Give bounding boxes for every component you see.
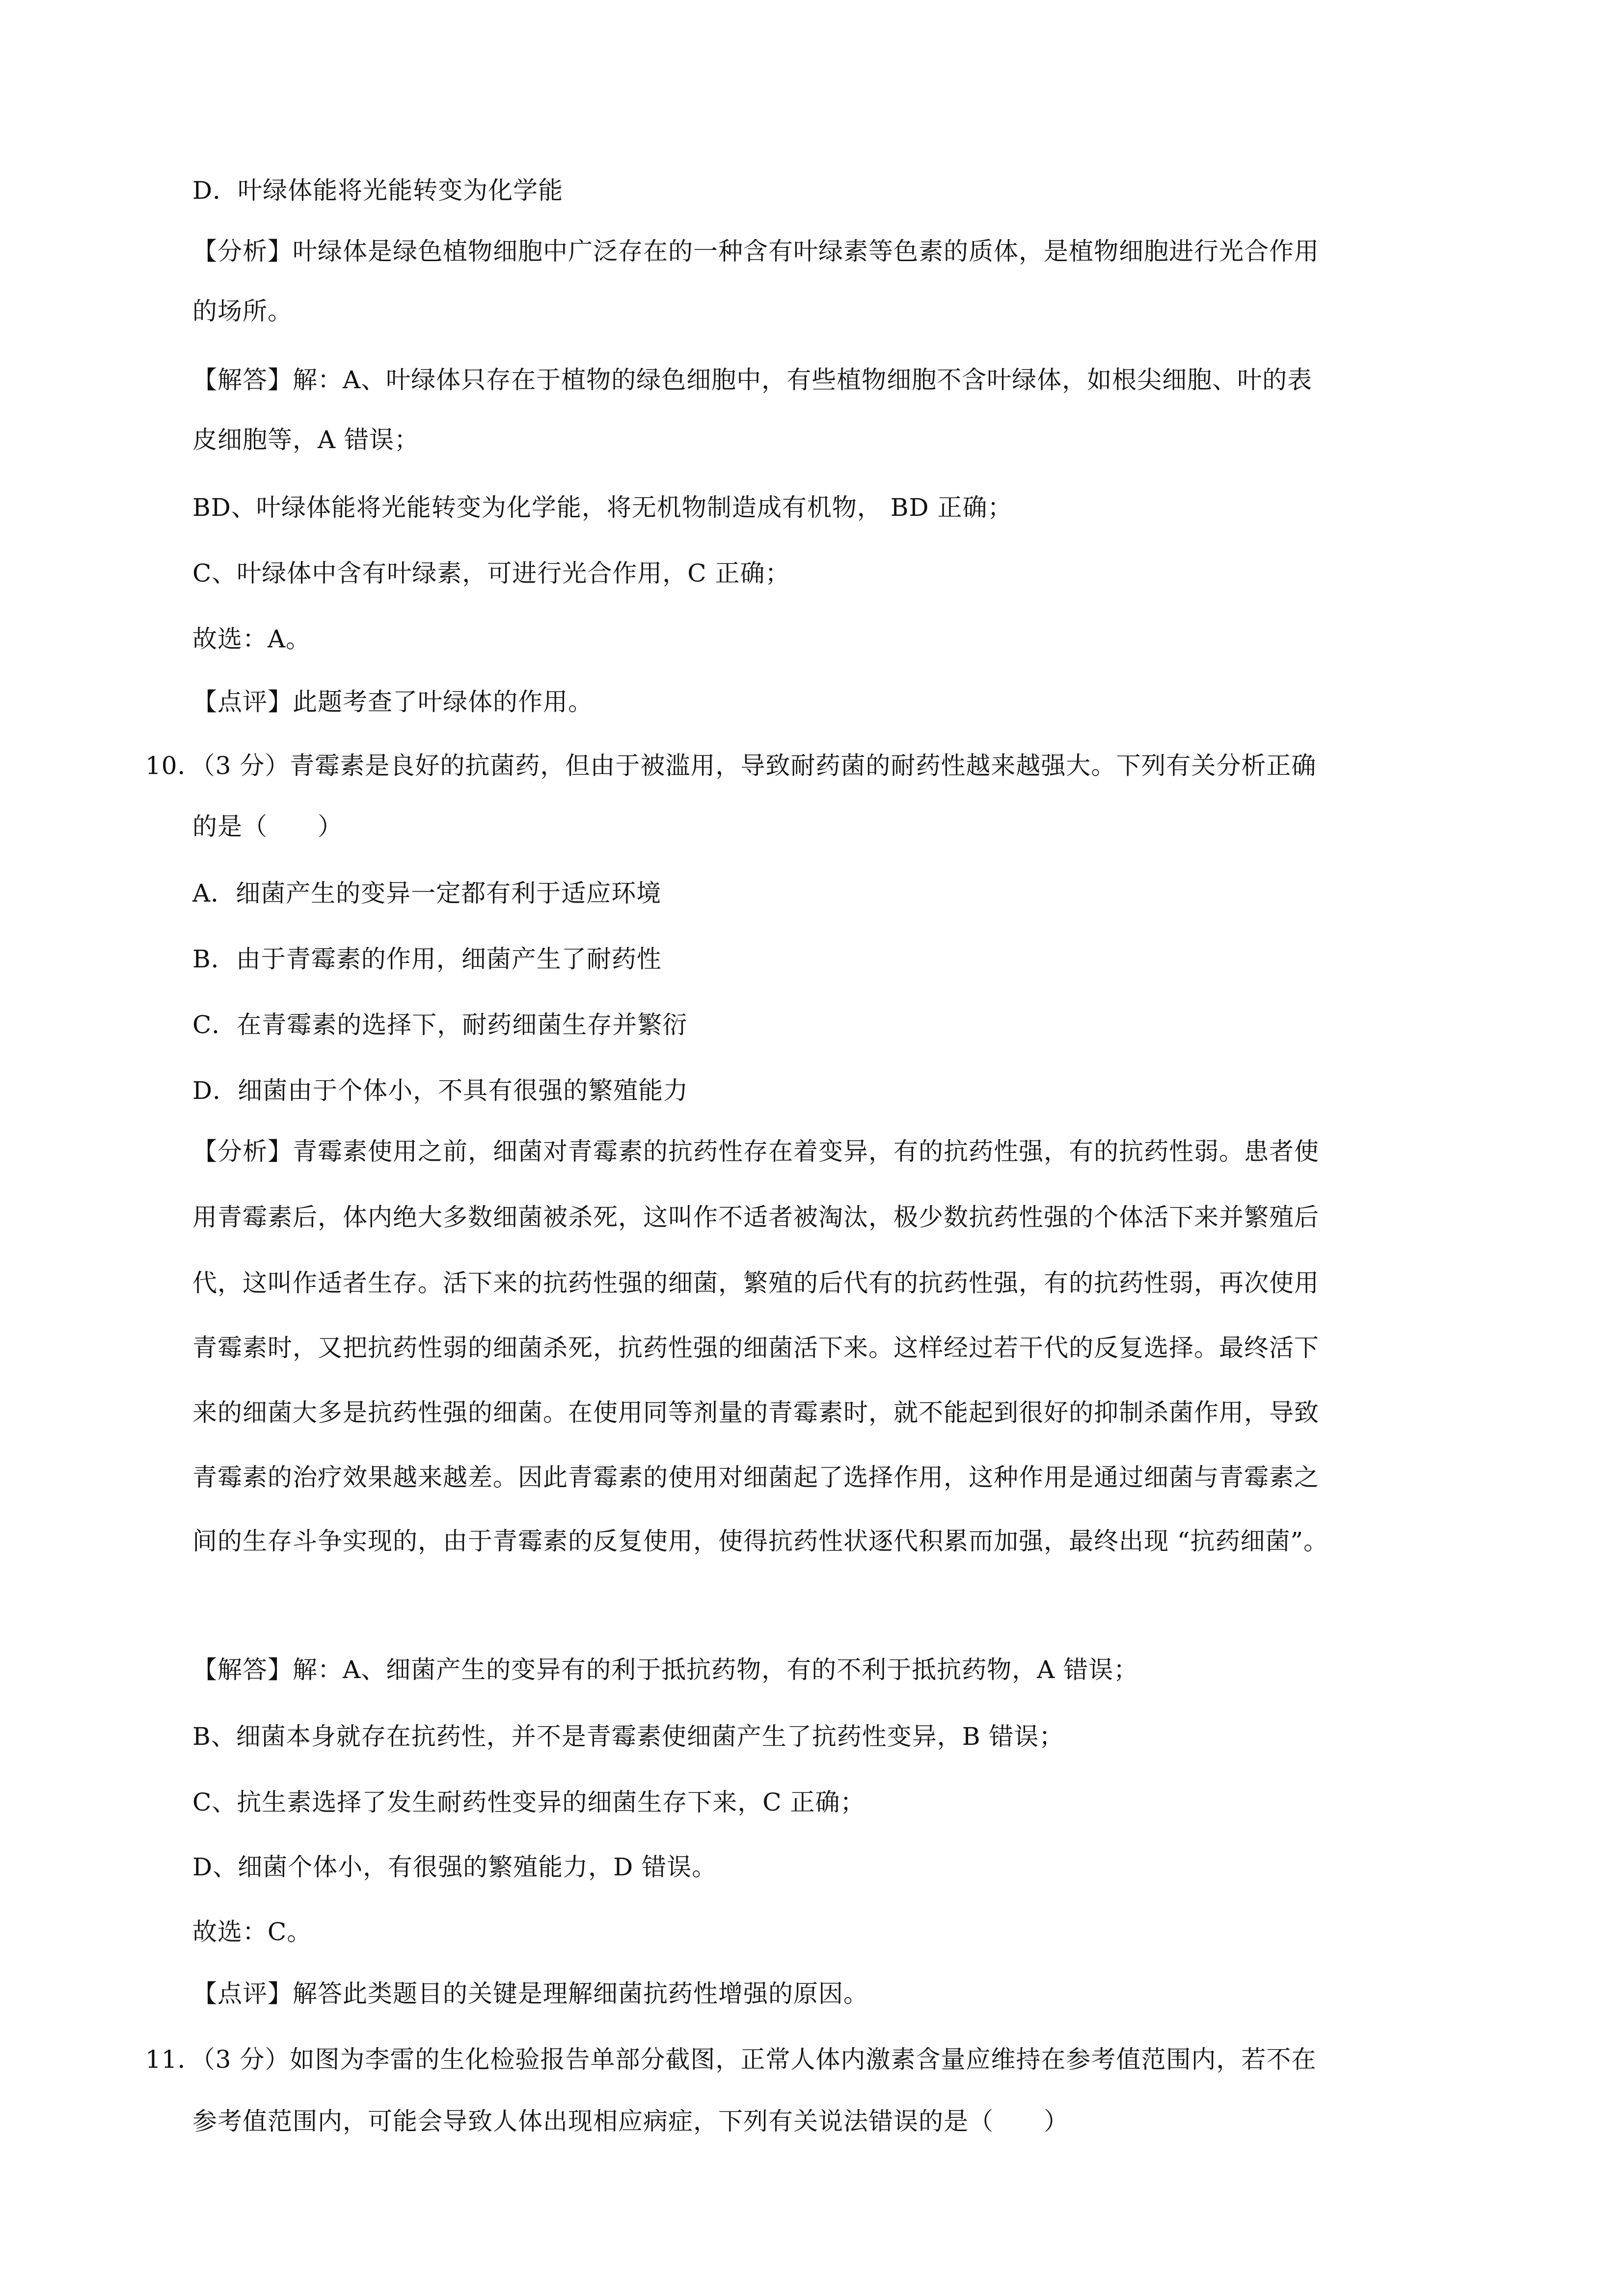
q10-analysis-line-6: 青霉素的治疗效果越来越差。因此青霉素的使用对细菌起了选择作用，这种作用是通过细菌与青霉素之 [192, 1463, 1319, 1492]
q10-analysis-line-7: 间的生存斗争实现的，由于青霉素的反复使用，使得抗药性状逐代积累而加强，最终出现 “抗药细菌”。 [192, 1527, 1329, 1555]
q10-question-line-2: 的是（ ） [192, 812, 343, 841]
q9-option-d: D．叶绿体能将光能转变为化学能 [192, 176, 564, 205]
q10-option-c: C．在青霉素的选择下，耐药细菌生存并繁衍 [192, 1011, 688, 1039]
q9-analysis-line-1: 【分析】叶绿体是绿色植物细胞中广泛存在的一种含有叶绿素等色素的质体，是植物细胞进行光合作用 [192, 237, 1319, 266]
q10-answer-line-5: 故选：C。 [192, 1918, 312, 1946]
q9-answer-line-3: BD、叶绿体能将光能转变为化学能，将无机物制造成有机物， BD 正确； [192, 493, 1013, 522]
q10-analysis-line-5: 来的细菌大多是抗药性强的细菌。在使用同等剂量的青霉素时，就不能起到很好的抑制杀菌作用，导致 [192, 1398, 1319, 1427]
q10-option-d: D．细菌由于个体小，不具有很强的繁殖能力 [192, 1076, 689, 1105]
q10-analysis-line-1: 【分析】青霉素使用之前，细菌对青霉素的抗药性存在着变异，有的抗药性强，有的抗药性弱。患者使 [192, 1137, 1319, 1166]
q10-answer-line-2: B、细菌本身就存在抗药性，并不是青霉素使细菌产生了抗药性变异，B 错误； [192, 1722, 1064, 1751]
q10-analysis-line-4: 青霉素时，又把抗药性弱的细菌杀死，抗药性强的细菌活下来。这样经过若干代的反复选择。最终活下 [192, 1334, 1319, 1362]
q10-answer-line-1: 【解答】解：A、细菌产生的变异有的利于抵抗药物，有的不利于抵抗药物，A 错误； [192, 1655, 1139, 1684]
q10-answer-line-3: C、抗生素选择了发生耐药性变异的细菌生存下来，C 正确； [192, 1788, 866, 1816]
q11-question-line-2: 参考值范围内，可能会导致人体出现相应病症，下列有关说法错误的是（ ） [192, 2107, 1069, 2136]
q10-answer-line-4: D、细菌个体小，有很强的繁殖能力，D 错误。 [192, 1853, 717, 1881]
q10-option-a: A．细菌产生的变异一定都有利于适应环境 [192, 879, 662, 908]
q9-answer-line-1: 【解答】解：A、叶绿体只存在于植物的绿色细胞中，有些植物细胞不含叶绿体，如根尖细胞、叶的表 [192, 366, 1313, 394]
q10-question-line-1: 10．（3 分）青霉素是良好的抗菌药，但由于被滥用，导致耐药菌的耐药性越来越强大。下列有关分析正确 [145, 751, 1317, 780]
q9-analysis-line-2: 的场所。 [192, 297, 293, 325]
q9-answer-line-2: 皮细胞等，A 错误； [192, 426, 420, 454]
q9-answer-line-5: 故选：A。 [192, 625, 311, 653]
q9-comment: 【点评】此题考查了叶绿体的作用。 [192, 688, 593, 716]
q10-analysis-line-3: 代，这叫作适者生存。活下来的抗药性强的细菌，繁殖的后代有的抗药性强，有的抗药性弱，再次使用 [192, 1269, 1319, 1297]
q9-answer-line-4: C、叶绿体中含有叶绿素，可进行光合作用，C 正确； [192, 559, 790, 587]
q11-question-line-1: 11．（3 分）如图为李雷的生化检验报告单部分截图，正常人体内激素含量应维持在参考值范围内，若不在 [145, 2045, 1317, 2074]
q10-comment: 【点评】解答此类题目的关键是理解细菌抗药性增强的原因。 [192, 1979, 868, 2008]
q10-option-b: B．由于青霉素的作用，细菌产生了耐药性 [192, 945, 662, 973]
q10-analysis-line-2: 用青霉素后，体内绝大多数细菌被杀死，这叫作不适者被淘汰，极少数抗药性强的个体活下来并繁殖后 [192, 1203, 1319, 1231]
